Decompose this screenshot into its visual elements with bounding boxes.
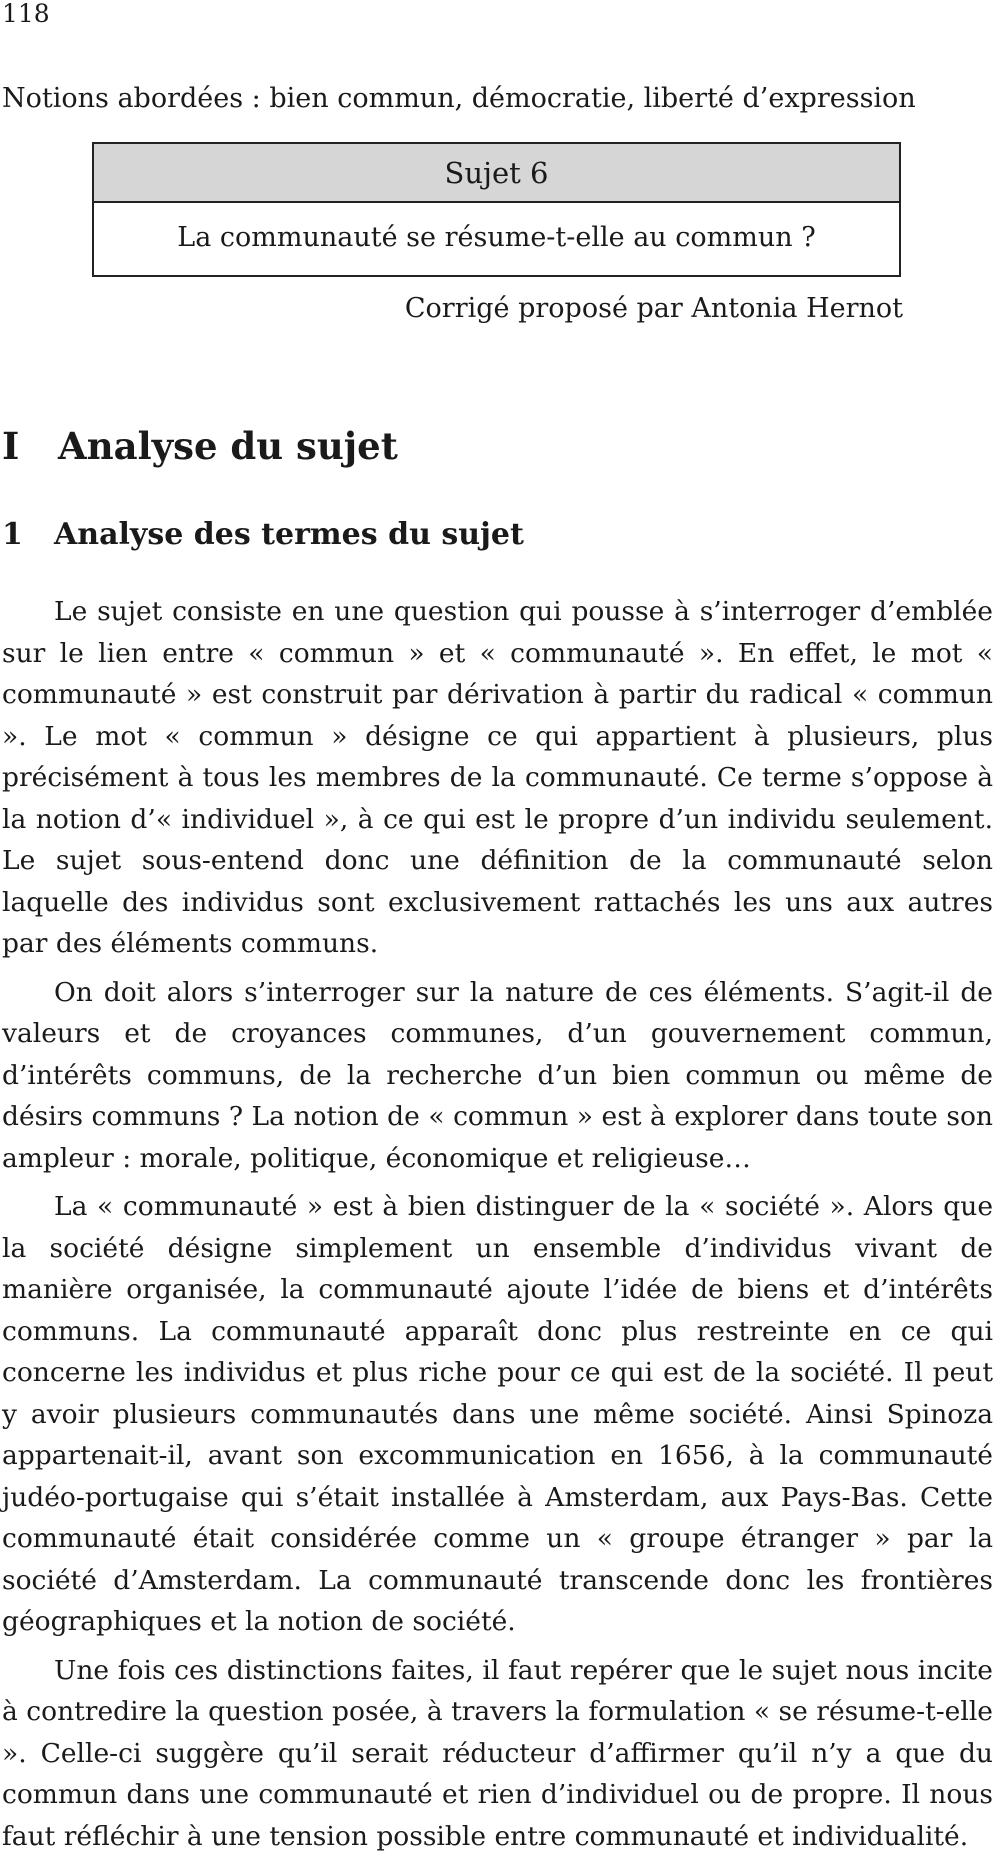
subsection-heading xyxy=(2,516,524,554)
page-number: 118 xyxy=(2,0,50,28)
paragraph: La « communauté » est à bien distinguer de la « société ». Alors que la société désigne simplement un ensemble d’individus vivant de manière organisée, la communauté ajoute l’idée de biens et d’intérêts communs. La communauté apparaît donc plus restreinte en ce qui concerne les individus et plus riche pour ce qui est de la société. Il peut y avoir plusieurs communautés dans une même société. Ainsi Spinoza appartenait-il, avant son excommunication en 1656, à la communauté judéo-portugaise qui s’était installée à Amsterdam, aux Pays-Bas. Cette communauté était considérée comme un « groupe étranger » par la société d’Amsterdam. La communauté transcende donc les frontières géographiques et la notion de société. xyxy=(2,1191,993,1637)
subject-box xyxy=(92,142,901,277)
paragraph: On doit alors s’interroger sur la nature de ces éléments. S’agit-il de valeurs et de croyances communes, d’un gouvernement commun, d’intérêts communs, de la recherche d’un bien commun ou même de désirs communs ? La notion de « commun » est à explorer dans toute son ampleur : morale, politique, économique et religieuse… xyxy=(2,976,993,1174)
section-number: I xyxy=(2,424,20,468)
subject-heading: Sujet 6 xyxy=(94,144,899,203)
subsection-number: 1 xyxy=(2,517,23,552)
paragraph: Le sujet consiste en une question qui pousse à s’interroger d’emblée sur le lien entre « commun » et « communauté ». En effet, le mot « communauté » est construit par dérivation à partir du radical « commun ». Le mot « commun » désigne ce qui appartient à plusieurs, plus précisément à tous les membres de la communauté. Ce terme s’oppose à la notion d’« individuel », à ce qui est le propre d’un individu seulement. Le sujet sous-entend donc une définition de la communauté selon laquelle des individus sont exclusivement rattachés les uns aux autres par des éléments communs. xyxy=(2,596,993,959)
subject-question: La communauté se résume-t-elle au commun ? xyxy=(177,222,816,253)
author-credit: Corrigé proposé par Antonia Hernot xyxy=(404,293,903,324)
subsection-title: Analyse des termes du sujet xyxy=(54,517,524,552)
notions-line: Notions abordées : bien commun, démocratie, liberté d’expression xyxy=(2,83,916,114)
section-title: Analyse du sujet xyxy=(58,424,398,468)
body-text xyxy=(2,591,993,1864)
paragraph: Une fois ces distinctions faites, il faut repérer que le sujet nous incite à contredire la question posée, à travers la formulation « se résume-t-elle ». Celle-ci suggère qu’il serait réducteur d’affirmer qu’il n’y a que du commun dans une communauté et rien d’individuel ou de propre. Il nous faut réfléchir à une tension possible entre communauté et individualité. xyxy=(2,1654,993,1852)
section-heading xyxy=(2,423,398,469)
